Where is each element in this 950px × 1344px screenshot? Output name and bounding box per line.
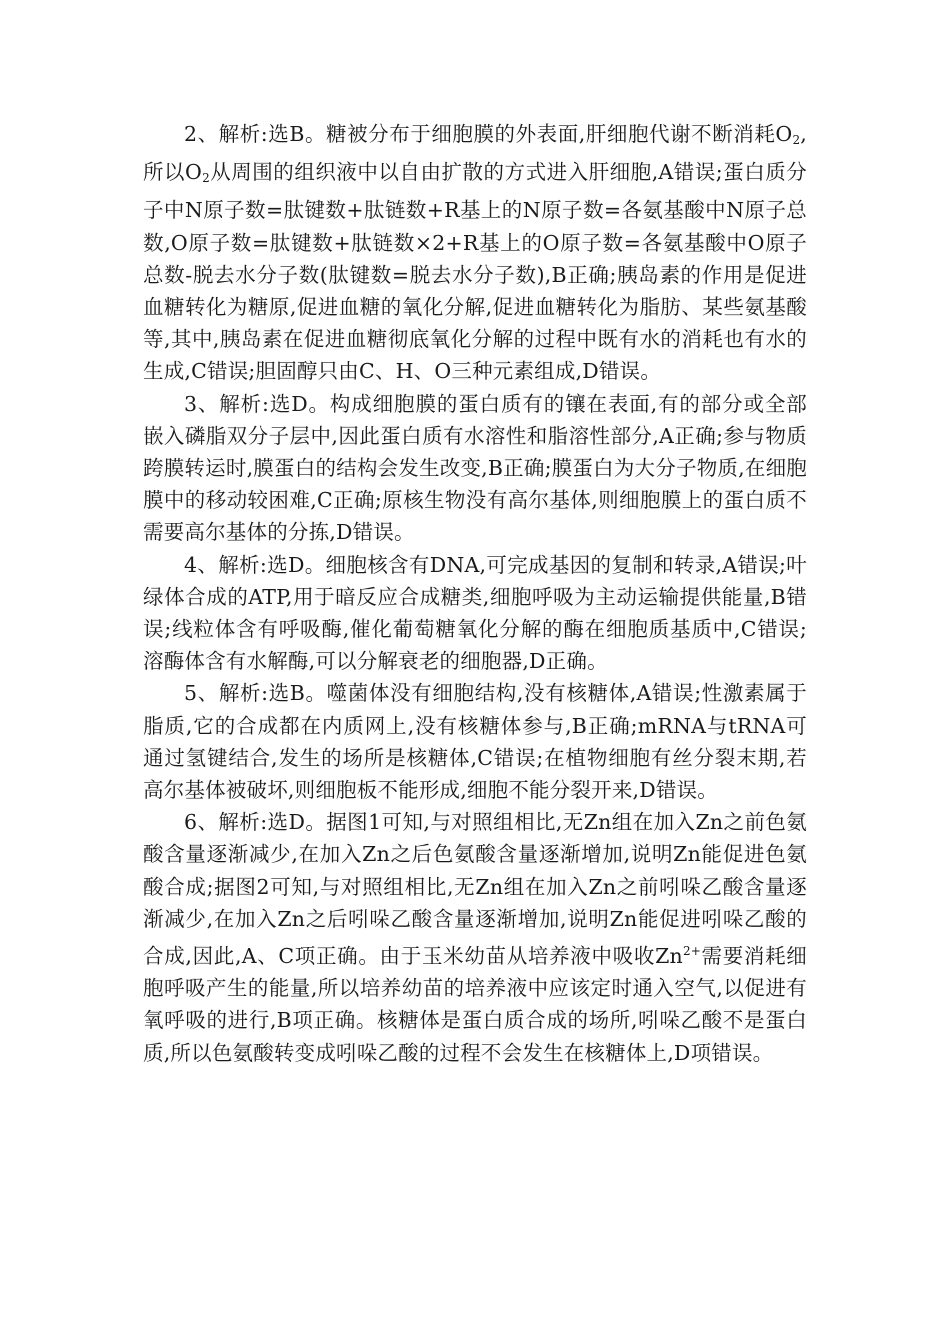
paragraph-answer-6	[143, 806, 807, 1069]
paragraph-text: 5、解析:选B。噬菌体没有细胞结构,没有核糖体,A错误;性激素属于脂质,它的合成都在内质网上,没有核糖体参与,B正确;mRNA与tRNA可通过氢键结合,发生的场所是核糖体,C错误;在植物细胞有丝分裂末期,若高尔基体被破坏,则细胞板不能形成,细胞不能分裂开来,D错误。	[143, 681, 807, 803]
paragraph-text: 6、解析:选D。据图1可知,与对照组相比,无Zn组在加入Zn之前色氨酸含量逐渐减少,在加入Zn之后色氨酸含量逐渐增加,说明Zn能促进色氨酸合成;据图2可知,与对照组相比,无Zn组在加入Zn之前吲哚乙酸含量逐渐减少,在加入Zn之后吲哚乙酸含量逐渐增加,说明Zn能促进吲哚乙酸的合成,因此,A、C项正确。由于玉米幼苗从培养液中吸收Zn	[143, 810, 807, 969]
paragraph-answer-4	[143, 549, 807, 678]
paragraph-text: 3、解析:选D。构成细胞膜的蛋白质有的镶在表面,有的部分或全部嵌入磷脂双分子层中,因此蛋白质有水溶性和脂溶性部分,A正确;参与物质跨膜转运时,膜蛋白的结构会发生改变,B正确;膜蛋白为大分子物质,在细胞膜中的移动较困难,C正确;原核生物没有高尔基体,则细胞膜上的蛋白质不需要高尔基体的分拣,D错误。	[143, 391, 807, 545]
answer-explanations	[143, 118, 807, 1069]
paragraph-text: 4、解析:选D。细胞核含有DNA,可完成基因的复制和转录,A错误;叶绿体合成的ATP,用于暗反应合成糖类,细胞呼吸为主动运输提供能量,B错误;线粒体含有呼吸酶,催化葡萄糖氧化分解的酶在细胞质基质中,C错误;溶酶体含有水解酶,可以分解衰老的细胞器,D正确。	[143, 552, 807, 674]
paragraph-text: 需要消耗细胞呼吸产生的能量,所以培养幼苗的培养液中应该定时通入空气,以促进有氧呼吸的进行,B项正确。核糖体是蛋白质合成的场所,吲哚乙酸不是蛋白质,所以色氨酸转变成吲哚乙酸的过程不会发生在核糖体上,D项错误。	[143, 944, 808, 1065]
paragraph-answer-3	[143, 388, 807, 549]
subscript: 2	[792, 133, 801, 147]
paragraph-text: 从周围的组织液中以自由扩散的方式进入肝细胞,A错误;蛋白质分子中N原子数=肽键数+肽链数+R基上的N原子数=各氨基酸中N原子总数,O原子数=肽键数+肽链数×2+R基上的O原子数=各氨基酸中O原子总数-脱去水分子数(肽键数=脱去水分子数),B正确;胰岛素的作用是促进血糖转化为糖原,促进血糖的氧化分解,促进血糖转化为脂肪、某些氨基酸等,其中,胰岛素在促进血糖彻底氧化分解的过程中既有水的消耗也有水的生成,C错误;胆固醇只由C、H、O三种元素组成,D错误。	[143, 160, 807, 384]
subscript: 2	[202, 171, 210, 186]
paragraph-answer-2	[143, 118, 807, 388]
paragraph-text: 2、解析:选B。糖被分布于细胞膜的外表面,肝细胞代谢不断消耗O	[184, 122, 793, 146]
superscript: 2+	[682, 944, 702, 959]
paragraph-text: ,所以O	[143, 122, 807, 185]
paragraph-answer-5	[143, 677, 807, 806]
